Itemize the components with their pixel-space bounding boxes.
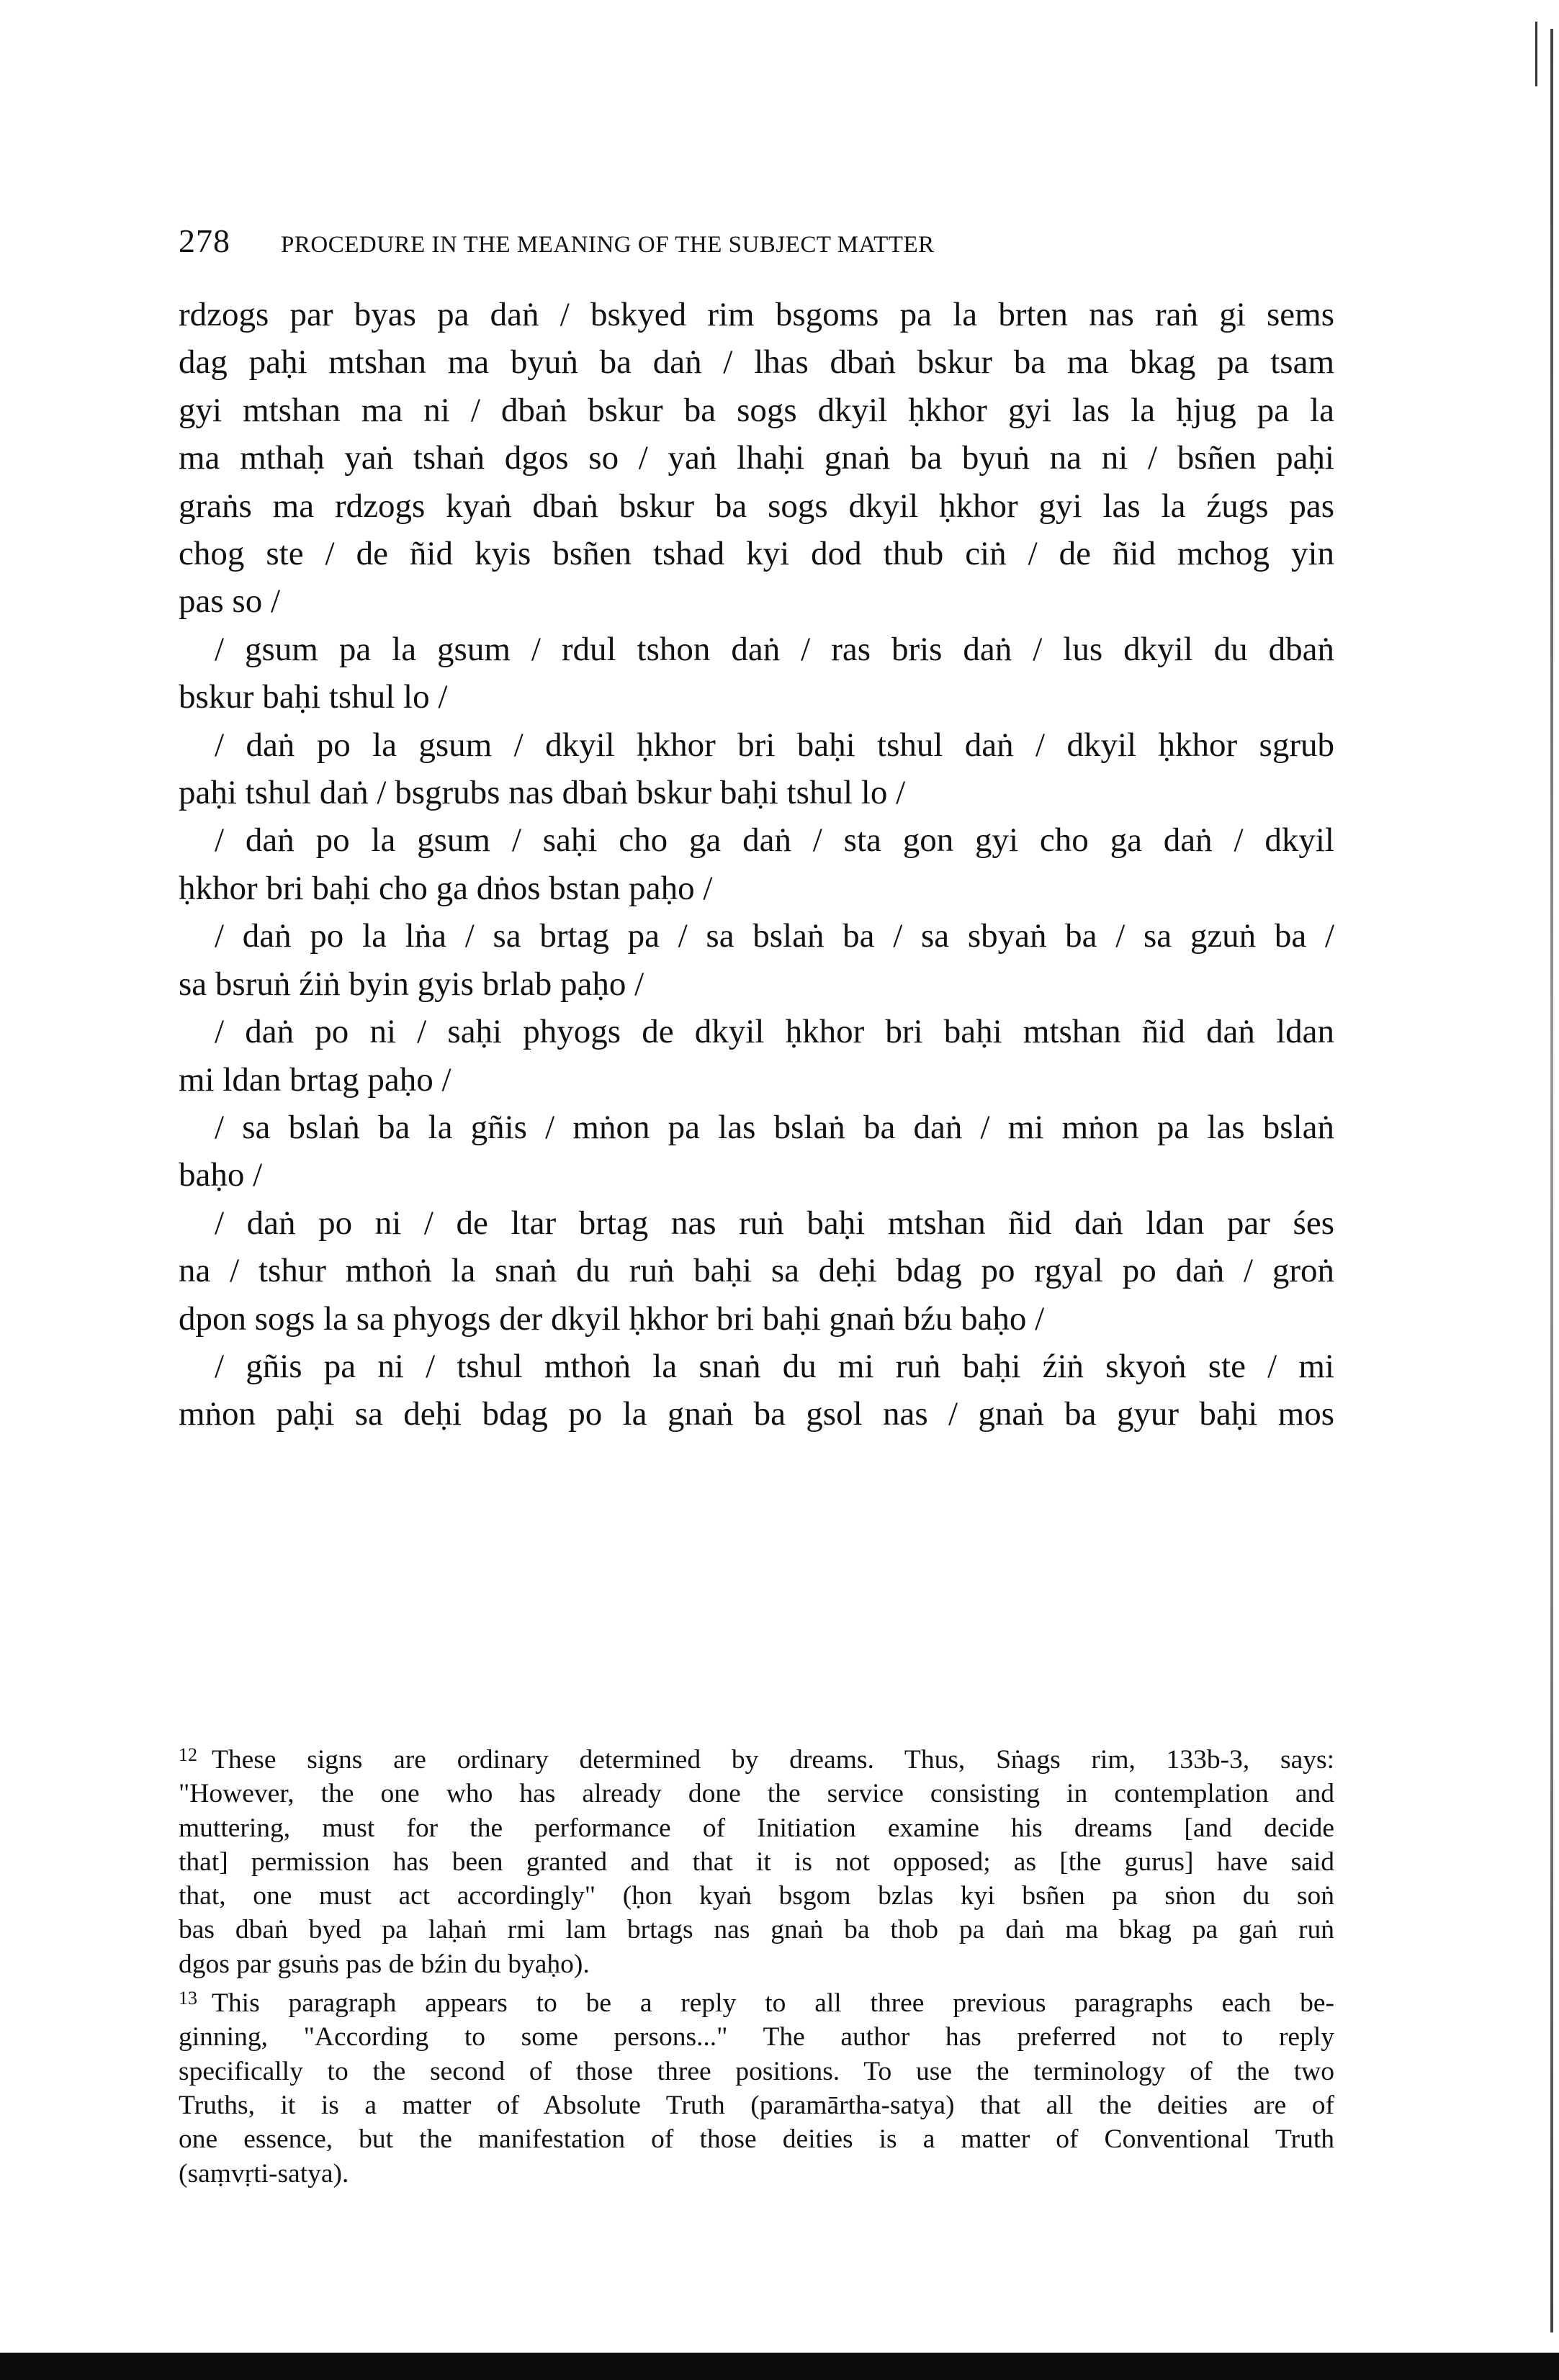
text-line: / sa bslaṅ ba la gñis / mṅon pa las bslaṅ ba daṅ / mi mṅon pa las bslaṅ — [215, 1108, 1334, 1146]
footnote-line — [179, 1777, 1334, 1811]
footnote-line — [179, 1738, 1334, 1777]
text-line: / daṅ po la gsum / dkyil ḥkhor bri baḥi tshul daṅ / dkyil ḥkhor sgrub — [215, 726, 1334, 764]
text-line: sa bsruṅ źiṅ byin gyis brlab paḥo / — [179, 965, 644, 1003]
text-line: / daṅ po la gsum / saḥi cho ga daṅ / sta gon gyi cho ga daṅ / dkyil — [215, 821, 1334, 860]
text-line: gyi mtshan ma ni / dbaṅ bskur ba sogs dkyil ḥkhor gyi las la ḥjug pa la — [179, 391, 1334, 429]
text-line: chog ste / de ñid kyis bsñen tshad kyi dod thub ciṅ / de ñid mchog yin — [179, 535, 1334, 573]
text-line: dag paḥi mtshan ma byuṅ ba daṅ / lhas dbaṅ bskur ba ma bkag pa tsam — [179, 343, 1334, 382]
footnote-line — [179, 2088, 1334, 2122]
footnote-line — [179, 1811, 1334, 1845]
footnote-text: (saṃvṛti-satya). — [179, 2158, 349, 2189]
text-line: rdzogs par byas pa daṅ / bskyed rim bsgoms pa la brten nas raṅ gi sems — [179, 296, 1334, 333]
footnote-line — [179, 1845, 1334, 1879]
running-title: PROCEDURE IN THE MEANING OF THE SUBJECT MATTER — [281, 232, 935, 258]
text-line: ḥkhor bri baḥi cho ga dṅos bstan paḥo / — [179, 869, 713, 907]
text-line: pas so / — [179, 582, 280, 621]
footnote-number: 12 — [179, 1744, 197, 1765]
text-line: / daṅ po ni / de ltar brtag nas ruṅ baḥi mtshan ñid daṅ ldan par śes — [215, 1204, 1334, 1242]
footnote-text: dgos par gsuṅs pas de bźin du byaḥo). — [179, 1949, 590, 1979]
text-line: mi ldan brtag paḥo / — [179, 1060, 451, 1099]
text-line: / gñis pa ni / tshul mthoṅ la snaṅ du mi ruṅ baḥi źiṅ skyoṅ ste / mi — [215, 1347, 1334, 1385]
scan-edge-mark — [1535, 22, 1537, 86]
footnote-line — [179, 1913, 1334, 1947]
footnote-line — [179, 2122, 1334, 2156]
text-line: / daṅ po la lṅa / sa brtag pa / sa bslaṅ ba / sa sbyaṅ ba / sa gzuṅ ba / — [215, 917, 1334, 955]
page-number: 278 — [179, 222, 230, 259]
footnote-text: one essence, but the manifestation of those deities is a matter of Conventional Truth — [179, 2124, 1334, 2155]
footnote-text: "However, the one who has already done the service consisting in contemplation and — [179, 1779, 1334, 1809]
footnote-text: specifically to the second of those three positions. To use the terminology of the two — [179, 2056, 1334, 2086]
footnote-text: This paragraph appears to be a reply to all three previous paragraphs each be- — [212, 1988, 1334, 2019]
footnotes-block — [179, 1738, 1334, 2191]
text-line: / daṅ po ni / saḥi phyogs de dkyil ḥkhor bri baḥi mtshan ñid daṅ ldan — [215, 1013, 1334, 1051]
text-line: na / tshur mthoṅ la snaṅ du ruṅ baḥi sa deḥi bdag po rgyal po daṅ / groṅ — [179, 1252, 1334, 1290]
scan-bottom-border — [0, 2353, 1559, 2380]
footnote-text: bas dbaṅ byed pa laḥaṅ rmi lam brtags nas gnaṅ ba thob pa daṅ ma bkag pa gaṅ ruṅ — [179, 1915, 1334, 1945]
footnote-line — [179, 1879, 1334, 1913]
footnote-number: 13 — [179, 1988, 197, 2009]
footnote-text: These signs are ordinary determined by dreams. Thus, Sṅags rim, 133b-3, says: — [212, 1745, 1334, 1775]
text-line: graṅs ma rdzogs kyaṅ dbaṅ bskur ba sogs dkyil ḥkhor gyi las la źugs pas — [179, 487, 1334, 525]
text-line: ma mthaḥ yaṅ tshaṅ dgos so / yaṅ lhaḥi gnaṅ ba byuṅ na ni / bsñen paḥi — [179, 439, 1334, 477]
main-text-block — [179, 291, 1334, 1438]
running-header — [179, 222, 1331, 260]
text-line: baḥo / — [179, 1156, 263, 1194]
footnote-line — [179, 2020, 1334, 2054]
footnote-line — [179, 1947, 1334, 1981]
scan-edge-shadow — [1550, 29, 1553, 2332]
footnote-text: Truths, it is a matter of Absolute Truth (paramārtha-satya) that all the deities are of — [179, 2090, 1334, 2120]
text-line: dpon sogs la sa phyogs der dkyil ḥkhor bri baḥi gnaṅ bźu baḥo / — [179, 1299, 1045, 1338]
footnote-text: that] permission has been granted and that it is not opposed; as [the gurus] have said — [179, 1847, 1334, 1877]
footnote-text: ginning, "According to some persons..." The author has preferred not to reply — [179, 2022, 1334, 2052]
footnote-text: that, one must act accordingly" (ḥon kyaṅ bsgom bzlas kyi bsñen pa sṅon du soṅ — [179, 1881, 1334, 1911]
footnote-line — [179, 2055, 1334, 2088]
text-line: paḥi tshul daṅ / bsgrubs nas dbaṅ bskur baḥi tshul lo / — [179, 774, 906, 812]
footnote-line — [179, 1981, 1334, 2020]
footnote-line — [179, 2157, 1334, 2191]
text-line: bskur baḥi tshul lo / — [179, 678, 448, 716]
footnote-text: muttering, must for the performance of Initiation examine his dreams [and decide — [179, 1813, 1334, 1843]
text-line: / gsum pa la gsum / rdul tshon daṅ / ras bris daṅ / lus dkyil du dbaṅ — [215, 630, 1334, 668]
text-line: mṅon paḥi sa deḥi bdag po la gnaṅ ba gsol nas / gnaṅ ba gyur baḥi mos — [179, 1395, 1334, 1433]
